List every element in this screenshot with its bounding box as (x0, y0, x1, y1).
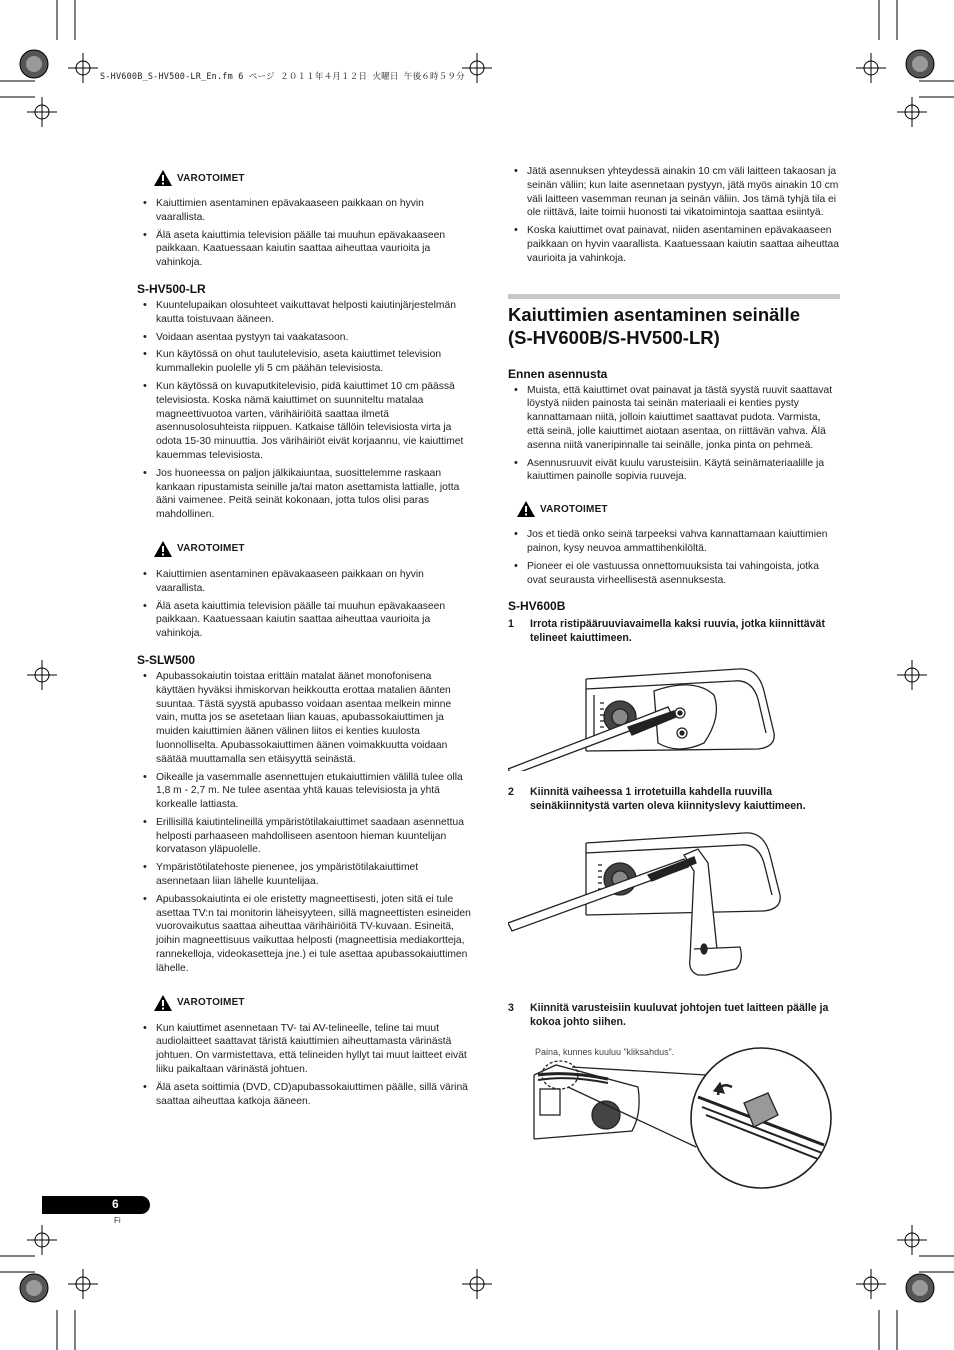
installation-notes-list (508, 165, 840, 266)
list-item: • Pioneer ei ole vastuussa onnettomuuksista tai vahingoista, jotka ovat seurausta virheellisestä asennuksesta. (508, 560, 840, 588)
caution-heading (153, 994, 472, 1012)
s-slw500-list (137, 670, 472, 976)
page-number: 6 (112, 1197, 119, 1211)
list-item: • Jos et tiedä onko seinä tarpeeksi vahva kannattamaan kaiuttimien painon, kysy neuvoa ammattihenkilöltä. (508, 528, 840, 556)
caution-label: VAROTOIMET (177, 543, 245, 555)
warning-icon (153, 994, 173, 1012)
list-item: • Älä aseta kaiuttimia television päälle tai muuhun epävakaaseen paikkaan. Kaatuessaan kaiutin saattaa aiheuttaa vaurioita ja vahinkoja. (137, 600, 472, 641)
warning-icon (153, 540, 173, 558)
caution-label: VAROTOIMET (177, 997, 245, 1009)
step-text: Kiinnitä varusteisiin kuuluvat johtojen tuet laitteen päälle ja kokoa johto siihen. (530, 1002, 829, 1029)
subheading-before-install: Ennen asennusta (508, 366, 608, 381)
file-header-line: S-HV600B_S-HV500-LR_En.fm 6 ページ ２０１１年４月１２日 火曜日 午後６時５９分 (100, 72, 465, 82)
warning-icon (153, 169, 173, 187)
subheading-s-slw500: S-SLW500 (137, 652, 196, 667)
section-title-line-2: (S-HV600B/S-HV500-LR) (508, 326, 720, 348)
list-item: • Kuuntelupaikan olosuhteet vaikuttavat helposti kaiutinjärjestelmän kautta toistuvaan ääneen. (137, 299, 472, 327)
section-title-line-1: Kaiuttimien asentaminen seinälle (508, 303, 800, 325)
caution-list (137, 197, 472, 270)
step-1 (508, 617, 840, 645)
screwdriver-removing-screws-illustration (508, 651, 840, 771)
caution-list (137, 568, 472, 641)
attaching-mounting-plate-illustration (508, 819, 840, 989)
list-item: • Kun käytössä on kuvaputkitelevisio, pidä kaiuttimet 10 cm päässä televisiosta. Koska nämä kaiuttimet on suunniteltu matalaa magneettivuotoa varten, värihäiriöitä saattaa ilmetä asennusolosuhteista riippuen. Katkaise tällöin televisiosta virta ja odota 15-30 minuuttia. Jos värihäiriöt eivät korjaannu, vie kaiuttimet kauemmas televisiosta. (137, 380, 472, 463)
step-number: 3 (508, 1002, 514, 1015)
step-text: Kiinnitä vaiheessa 1 irrotetuilla kahdella ruuvilla seinäkiinnitystä varten oleva kiinnityslevy kaiuttimeen. (530, 786, 806, 813)
caution-heading (153, 540, 472, 558)
list-item: • Voidaan asentaa pystyyn tai vaakatasoon. (137, 331, 472, 345)
list-item: • Kun kaiuttimet asennetaan TV- tai AV-telineelle, teline tai muut audiolaitteet saattavat täristä kaiuttimien aiheuttamasta värinästä johtuen. On varmistettava, että telineiden hyllyt tai muut laitteet eivät liiku paikaltaan värinästä johtuen. (137, 1022, 472, 1077)
list-item: • Apubassokaiutin toistaa erittäin matalat äänet monofonisena käyttäen hyväksi ihmiskorvan heikkoutta erottaa matalien äänten suuntaa. Tästä syystä apubasso voidaan asentaa melkein minne vain, mutta jos se asetetaan liian kauas, apubassokaiuttimen ja muiden kaiuttimien äänen välinen liitos ei kenties kuulosta luonnolliselta. Apubassokaiuttimen äänen voimakkuutta voidaan säätää muuttamalla sen etäisyyttä seinästä. (137, 670, 472, 767)
list-item: • Kun käytössä on ohut taulutelevisio, aseta kaiuttimet television kummallekin puolelle yli 5 cm päähän televisiosta. (137, 348, 472, 376)
step-number: 2 (508, 786, 514, 799)
caution-label: VAROTOIMET (540, 503, 608, 515)
list-item: • Kaiuttimien asentaminen epävakaaseen paikkaan on hyvin vaarallista. (137, 197, 472, 225)
list-item: • Älä aseta soittimia (DVD, CD)apubassokaiuttimen päälle, sillä värinä saattaa aiheuttaa katkoja ääneen. (137, 1081, 472, 1109)
cable-holder-illustration (508, 1035, 840, 1205)
subheading-s-hv600b: S-HV600B (508, 599, 566, 614)
figure-callout: Paina, kunnes kuuluu ”kliksahdus”. (535, 1047, 675, 1058)
list-item: • Apubassokaiutinta ei ole eristetty magneettisesti, joten sitä ei tule asettaa TV:n tai monitorin läheisyyteen, sillä magneettisten esineiden vuorovaikutus saattaa aiheuttaa värihäiriöitä TV-kuvaan. Esineitä, joihin magneettisuus vaikuttaa helposti (magneettisia mediakortteja, rannekelloja, videokasetteja jne.) ei tule asettaa apubassokaiuttimen lähelle. (137, 893, 472, 976)
list-item: • Kaiuttimien asentaminen epävakaaseen paikkaan on hyvin vaarallista. (137, 568, 472, 596)
step-text: Irrota ristipääruuviavaimella kaksi ruuvia, jotka kiinnittävät telineet kaiuttimeen. (530, 618, 825, 645)
caution-list (137, 1022, 472, 1109)
list-item: • Asennusruuvit eivät kuulu varusteisiin. Käytä seinämateriaalille ja kaiuttimen painolle sopivia ruuveja. (508, 457, 840, 485)
list-item: • Koska kaiuttimet ovat painavat, niiden asentaminen epävakaaseen paikkaan on hyvin vaarallista. Kaatuessaan kaiutin saattaa aiheuttaa vaurioita ja vahinkoja. (508, 224, 840, 265)
left-column (137, 165, 472, 1116)
step-2 (508, 785, 840, 813)
warning-icon (516, 500, 536, 518)
before-install-list (508, 384, 840, 485)
list-item: • Jätä asennuksen yhteydessä ainakin 10 cm väli laitteen takaosan ja seinän väliin; kun laite asennetaan pystyyn, jätä myös ainakin 10 cm väli laitteen vasemman reunan ja seinän väliin. Jos tämä tyhjä tila ei ole riittävä, laite toimii huonosti tai vikatoimintoja saattaa esiintyä. (508, 165, 840, 220)
language-code: Fi (114, 1216, 121, 1225)
list-item: • Jos huoneessa on paljon jälkikaiuntaa, suosittelemme raskaan kankaan ripustamista seinille ja/tai maton asettamista lattialle, jotta ääni vaimenee. Peitä seinät kokonaan, jotta tulos olisi paras mahdollinen. (137, 467, 472, 522)
subheading-s-hv500-lr: S-HV500-LR (137, 281, 206, 296)
list-item: • Älä aseta kaiuttimia television päälle tai muuhun epävakaaseen paikkaan. Kaatuessaan kaiutin saattaa aiheuttaa vaurioita ja vahinkoja. (137, 229, 472, 270)
caution-label: VAROTOIMET (177, 172, 245, 184)
s-hv500-lr-list (137, 299, 472, 522)
caution-heading (153, 169, 472, 187)
list-item: • Muista, että kaiuttimet ovat painavat ja tästä syystä ruuvit saattavat löystyä niiden painosta tai seinän materiaali ei kenties pysty kannattamaan niitä, jolloin kaiuttimet saattavat pudota. Varmista, että seinä, jolle kaiuttimet aiotaan asentaa, on riittävän vahva. Älä asenna niitä vaneripinnalle tai seinälle, jonka pinta on pehmeä. (508, 384, 840, 453)
step-3 (508, 1001, 840, 1029)
list-item: • Erillisillä kaiutintelineillä ympäristötilakaiuttimet saadaan asennettua helposti parhaaseen mahdolliseen asentoon hieman kuuntelijan korvatason yläpuolelle. (137, 816, 472, 857)
right-column (508, 165, 840, 1205)
list-item: • Ympäristötilatehoste pienenee, jos ympäristötilakaiuttimet asennetaan liian lähelle kuuntelijaa. (137, 861, 472, 889)
page-number-tab (42, 1196, 150, 1214)
section-divider (508, 294, 840, 299)
caution-list (508, 528, 840, 587)
step-number: 1 (508, 618, 514, 631)
caution-heading (516, 500, 840, 518)
cable-holder-figure (508, 1035, 840, 1205)
list-item: • Oikealle ja vasemmalle asennettujen etukaiuttimien välillä tulee olla 1,8 m - 2,7 m. Ne tulee asentaa yhtä kauas televisiosta ja yhtä korkealle lattiasta. (137, 771, 472, 812)
section-title (508, 303, 840, 349)
